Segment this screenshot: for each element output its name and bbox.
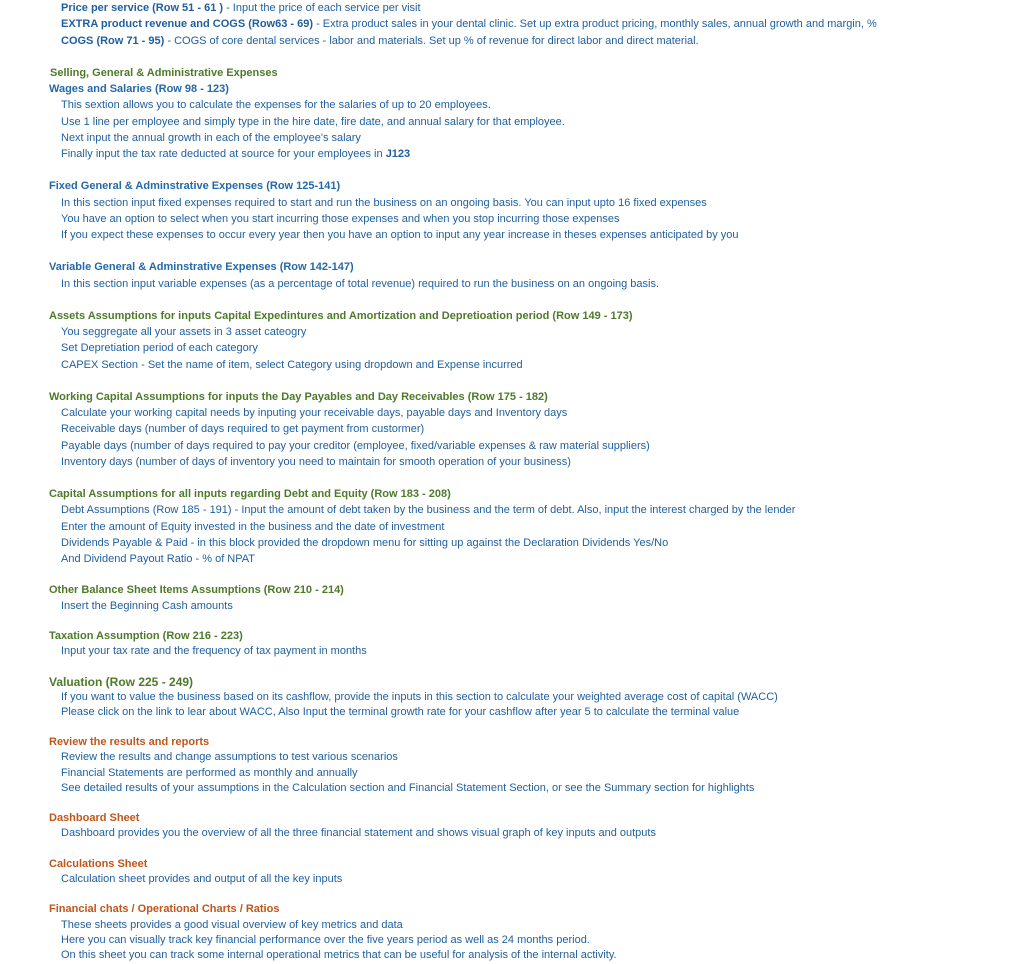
valuation-item: Please click on the link to lear about WACC, Also Input the terminal growth rate for your cashflow after year 5 to calculate the terminal value <box>61 706 740 718</box>
other-bs-heading: Other Balance Sheet Items Assumptions (Row 210 - 214) <box>49 584 344 596</box>
wages-tax-cell: J123 <box>385 148 411 160</box>
working-capital-item: Inventory days (number of days of inventory you need to maintain for smooth operation of your business) <box>61 456 571 468</box>
working-capital-item: Payable days (number of days required to pay your creditor (employee, fixed/variable expenses & raw material suppliers) <box>61 440 650 452</box>
price-per-service-title: Price per service (Row 51 - 61 ) <box>61 2 224 14</box>
calculations-heading: Calculations Sheet <box>49 858 148 870</box>
assets-item: CAPEX Section - Set the name of item, select Category using dropdown and Expense incurred <box>61 359 523 371</box>
working-capital-item: Calculate your working capital needs by inputing your receivable days, payable days and Inventory days <box>61 407 568 419</box>
assets-heading: Assets Assumptions for inputs Capital Expedintures and Amortization and Depretioation period (Row 149 - 173) <box>49 310 633 322</box>
valuation-heading: Valuation (Row 225 - 249) <box>49 675 194 689</box>
wages-item-tax <box>61 147 410 161</box>
variable-heading: Variable General & Adminstrative Expenses (Row 142-147) <box>49 261 354 273</box>
capital-heading: Capital Assumptions for all inputs regarding Debt and Equity (Row 183 - 208) <box>49 488 451 500</box>
fixed-item: In this section input fixed expenses required to start and run the business on an ongoing basis. You can input upto 16 fixed expenses <box>61 197 707 209</box>
review-item: See detailed results of your assumptions in the Calculation section and Financial Statement Section, or see the Summary section for highlights <box>61 782 755 794</box>
capital-item: Debt Assumptions (Row 185 - 191) - Input the amount of debt taken by the business and the term of debt. Also, input the interest charged by the lender <box>61 504 796 516</box>
taxation-item: Input your tax rate and the frequency of tax payment in months <box>61 645 367 657</box>
taxation-heading: Taxation Assumption (Row 216 - 223) <box>49 630 243 642</box>
calculations-item: Calculation sheet provides and output of all the key inputs <box>61 873 343 885</box>
wages-tax-text: Finally input the tax rate deducted at source for your employees in <box>61 148 386 160</box>
capital-item: And Dividend Payout Ratio - % of NPAT <box>61 553 256 565</box>
charts-item: These sheets provides a good visual overview of key metrics and data <box>61 919 403 931</box>
assets-item: Set Depretiation period of each category <box>61 342 258 354</box>
valuation-item: If you want to value the business based on its cashflow, provide the inputs in this section to calculate your weighted average cost of capital (WACC) <box>61 691 778 703</box>
fixed-heading: Fixed General & Adminstrative Expenses (Row 125-141) <box>49 180 341 192</box>
review-heading: Review the results and reports <box>49 736 210 748</box>
capital-item: Enter the amount of Equity invested in the business and the date of investment <box>61 521 445 533</box>
extra-product-desc: - Extra product sales in your dental clinic. Set up extra product pricing, monthly sales, annual growth and margin, % <box>313 18 877 30</box>
dashboard-heading: Dashboard Sheet <box>49 812 140 824</box>
charts-item: On this sheet you can track some internal operational metrics that can be useful for analysis of the internal activity. <box>61 949 617 961</box>
review-item: Financial Statements are performed as monthly and annually <box>61 767 358 779</box>
wages-heading: Wages and Salaries (Row 98 - 123) <box>49 83 229 95</box>
working-capital-item: Receivable days (number of days required to get payment from custormer) <box>61 423 425 435</box>
cogs-desc: - COGS of core dental services - labor and materials. Set up % of revenue for direct labor and direct material. <box>164 35 699 47</box>
charts-heading: Financial chats / Operational Charts / Ratios <box>49 903 280 915</box>
other-bs-item: Insert the Beginning Cash amounts <box>61 600 233 612</box>
wages-item: This sextion allows you to calculate the expenses for the salaries of up to 20 employees. <box>61 99 491 111</box>
working-capital-heading: Working Capital Assumptions for inputs the Day Payables and Day Receivables (Row 175 - 182) <box>49 391 548 403</box>
extra-product-title: EXTRA product revenue and COGS (Row63 - 69) <box>61 18 314 30</box>
dashboard-item: Dashboard provides you the overview of all the three financial statement and shows visual graph of key inputs and outputs <box>61 827 656 839</box>
cogs-line <box>61 34 699 48</box>
cogs-title: COGS (Row 71 - 95) <box>61 35 165 47</box>
capital-item: Dividends Payable & Paid - in this block provided the dropdown menu for sitting up against the Declaration Dividends Yes/No <box>61 537 669 549</box>
review-item: Review the results and change assumptions to test various scenarios <box>61 751 398 763</box>
sga-heading: Selling, General & Administrative Expenses <box>50 67 278 79</box>
assets-item: You seggregate all your assets in 3 asset cateogry <box>61 326 307 338</box>
variable-item: In this section input variable expenses (as a percentage of total revenue) required to run the business on an ongoing basis. <box>61 278 660 290</box>
charts-item: Here you can visually track key financial performance over the five years period as well as 24 months period. <box>61 934 590 946</box>
price-per-service-line <box>61 1 421 15</box>
extra-product-line <box>61 17 877 31</box>
fixed-item: If you expect these expenses to occur every year then you have an option to input any year increase in theses expenses anticipated by you <box>61 229 739 241</box>
wages-item: Use 1 line per employee and simply type in the hire date, fire date, and annual salary for that employee. <box>61 116 565 128</box>
fixed-item: You have an option to select when you start incurring those expenses and when you stop incurring those expenses <box>61 213 620 225</box>
price-per-service-desc: - Input the price of each service per visit <box>223 2 421 14</box>
wages-item: Next input the annual growth in each of the employee's salary <box>61 132 361 144</box>
